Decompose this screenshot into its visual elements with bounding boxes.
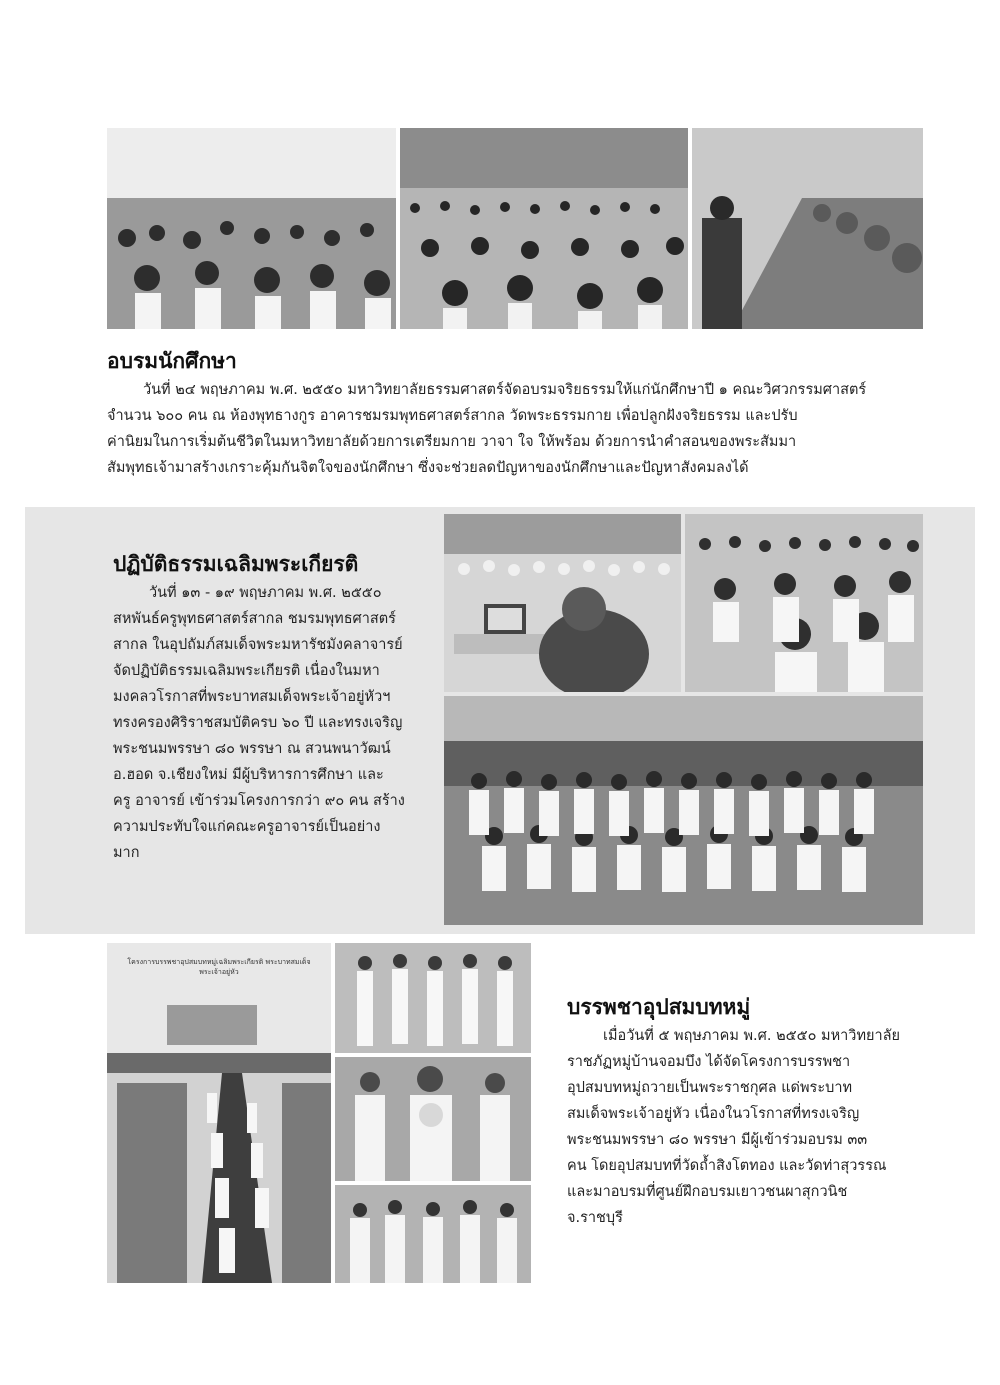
text-line: ราชภัฏหมู่บ้านจอมบึง ได้จัดโครงการบรรพชา [567,1054,851,1070]
photo-teachers-in-white [685,514,923,692]
text-line: พระชนมพรรษา ๘๐ พรรษา มีผู้เข้าร่วมอบรม ๓๓ [567,1132,868,1148]
text-line: สมเด็จพระเจ้าอยู่หัว เนื่องในวโรกาสที่ทรงเจริญ [567,1106,860,1122]
section-body-student-training [107,377,927,481]
text-line: พระชนมพรรษา ๘๐ พรรษา ณ สวนพนาวัฒน์ [113,741,391,757]
text-line: อ.ฮอด จ.เชียงใหม่ มีผู้บริหารการศึกษา และ [113,767,384,783]
text-line: เมื่อวันที่ ๕ พฤษภาคม พ.ศ. ๒๕๕๐ มหาวิทยาลัย [603,1028,901,1044]
section-title-mass-ordination: บรรพชาอุปสมบทหมู่ [567,995,751,1019]
section-body-dhamma-practice [113,580,433,866]
text-line: ครู อาจารย์ เข้าร่วมโครงการกว่า ๙๐ คน สร้าง [113,793,405,809]
section-body-mass-ordination [567,1023,937,1231]
photo-monk-teaching [444,514,681,692]
photo-students-meditation-hall [107,128,396,329]
text-line: วันที่ ๒๔ พฤษภาคม พ.ศ. ๒๕๕๐ มหาวิทยาลัยธรรมศาสตร์จัดอบรมจริยธรรมให้แก่นักศึกษาปี ๑ คณะวิศวกรรมศาสตร์ [143,382,867,398]
text-line: ค่านิยมในการเริ่มต้นชีวิตในมหาวิทยาลัยด้วยการเตรียมกาย วาจา ใจ ให้พร้อม ด้วยการนำคำสอนของพระสัมมา [107,434,797,450]
text-line: มงคลวโรกาสที่พระบาทสมเด็จพระเจ้าอยู่หัวฯ [113,689,391,705]
section-title-dhamma-practice: ปฏิบัติธรรมเฉลิมพระเกียรติ [113,552,359,576]
text-line: จำนวน ๖๐๐ คน ณ ห้องพุทธางกูร อาคารชมรมพุทธศาสตร์สากล วัดพระธรรมกาย เพื่อปลูกฝังจริยธรรม และปรับ [107,408,798,424]
text-line: สหพันธ์ครูพุทธศาสตร์สากล ชมรมพุทธศาสตร์ [113,611,396,627]
photo-ordination-group [335,1185,531,1283]
photo-monks-row [692,128,923,329]
banner-text: โครงการบรรพชาอุปสมบทหมู่เฉลิมพระเกียรติ พระบาทสมเด็จพระเจ้าอยู่หัว [127,958,311,976]
text-line: ความประทับใจแก่คณะครูอาจารย์เป็นอย่าง [113,819,381,835]
text-line: อุปสมบทหมู่ถวายเป็นพระราชกุศล แด่พระบาท [567,1080,853,1096]
text-line: มาก [113,845,140,861]
text-line: ทรงครองศิริราชสมบัติครบ ๖๐ ปี และทรงเจริญ [113,715,403,731]
text-line: สากล ในอุปถัมภ์สมเด็จพระมหารัชมังคลาจารย์ [113,637,403,653]
text-line: จ.ราชบุรี [567,1210,623,1226]
text-line: วันที่ ๑๓ - ๑๙ พฤษภาคม พ.ศ. ๒๕๕๐ [149,585,382,601]
text-line: สัมพุทธเจ้ามาสร้างเกราะคุ้มกันจิตใจของนักศึกษา ซึ่งจะช่วยลดปัญหาของนักศึกษาและปัญหาสังคมลงได้ [107,460,749,476]
section-title-student-training: อบรมนักศึกษา [107,349,237,373]
photo-ordinand-flowers [335,1057,531,1181]
text-line: และมาอบรมที่ศูนย์ฝึกอบรมเยาวชนผาสุกวนิช [567,1184,848,1200]
photo-ordination-procession [107,943,331,1283]
photo-group-outdoor [444,696,923,925]
photo-students-assembly [400,128,688,329]
text-line: จัดปฏิบัติธรรมเฉลิมพระเกียรติ เนื่องในมหา [113,663,380,679]
text-line: คน โดยอุปสมบทที่วัดถ้ำสิงโตทอง และวัดท่าสุวรรณ [567,1158,887,1174]
photo-ordinands-walking [335,943,531,1053]
